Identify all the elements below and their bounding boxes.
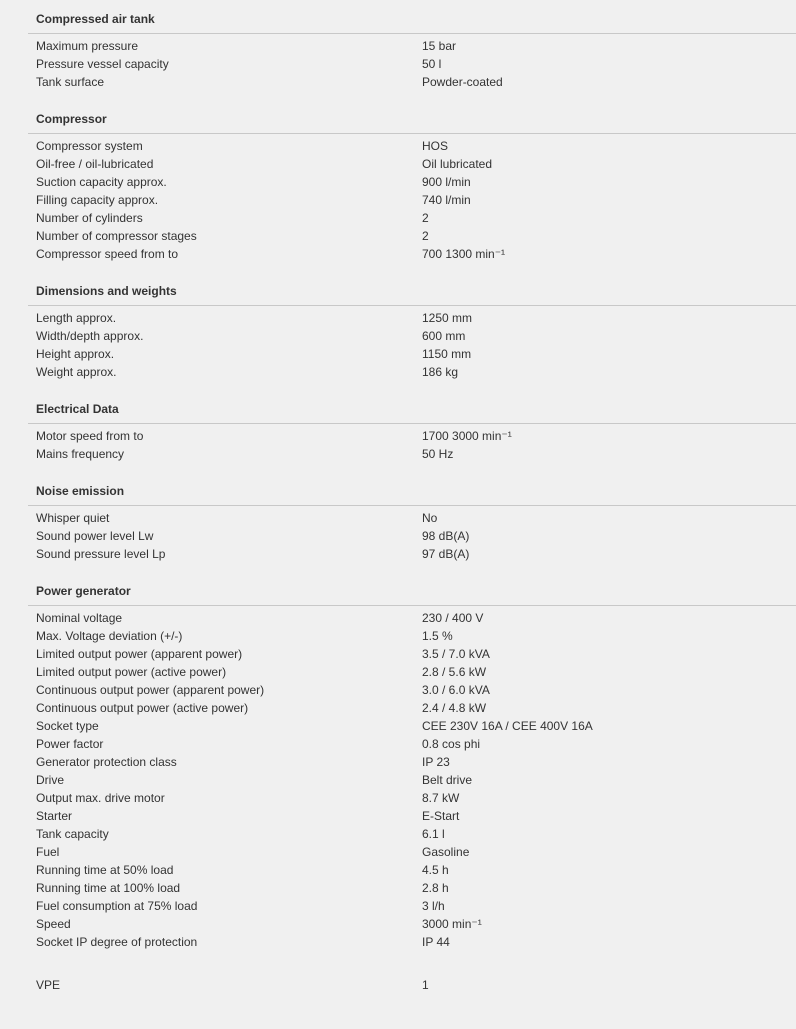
spec-row — [0, 509, 796, 527]
spec-label: Generator protection class — [36, 755, 177, 769]
spec-row — [0, 209, 796, 227]
spec-row — [0, 345, 796, 363]
spec-label: Continuous output power (active power) — [36, 701, 249, 715]
spec-value: 1.5 % — [422, 629, 453, 643]
spec-label: Speed — [36, 917, 71, 931]
spec-section — [0, 110, 796, 263]
spec-row — [0, 735, 796, 753]
spec-value: Oil lubricated — [422, 157, 493, 171]
spec-value: HOS — [422, 139, 449, 153]
spec-value: 97 dB(A) — [422, 547, 470, 561]
spec-label: Weight approx. — [36, 365, 117, 379]
spec-section — [0, 282, 796, 381]
spec-label: Sound pressure level Lp — [36, 547, 166, 561]
spec-row — [0, 699, 796, 717]
spec-label: Number of compressor stages — [36, 229, 197, 243]
spec-row — [0, 445, 796, 463]
spec-label: Mains frequency — [36, 447, 125, 461]
spec-value: 1250 mm — [422, 311, 473, 325]
spec-row — [0, 717, 796, 735]
spec-row — [0, 843, 796, 861]
vpe-value: 1 — [422, 978, 429, 992]
spec-value: Belt drive — [422, 773, 473, 787]
spec-section — [0, 400, 796, 463]
spec-row — [0, 897, 796, 915]
spec-label: Nominal voltage — [36, 611, 123, 625]
spec-row — [0, 753, 796, 771]
spec-row — [0, 137, 796, 155]
spec-value: 50 l — [422, 57, 442, 71]
spec-row — [0, 879, 796, 897]
spec-row — [0, 807, 796, 825]
spec-label: Max. Voltage deviation (+/-) — [36, 629, 183, 643]
spec-label: Whisper quiet — [36, 511, 110, 525]
spec-label: Number of cylinders — [36, 211, 143, 225]
spec-label: Oil-free / oil-lubricated — [36, 157, 154, 171]
spec-label: Limited output power (active power) — [36, 665, 227, 679]
spec-value: 15 bar — [422, 39, 457, 53]
spec-value: 186 kg — [422, 365, 459, 379]
spec-row — [0, 527, 796, 545]
spec-section — [0, 10, 796, 91]
spec-label: Starter — [36, 809, 73, 823]
spec-row — [0, 245, 796, 263]
spec-value: 2.4 / 4.8 kW — [422, 701, 487, 715]
spec-label: Running time at 100% load — [36, 881, 181, 895]
spec-value: 4.5 h — [422, 863, 449, 877]
spec-row — [0, 933, 796, 951]
spec-value: 2 — [422, 211, 429, 225]
spec-value: 900 l/min — [422, 175, 471, 189]
spec-label: Fuel consumption at 75% load — [36, 899, 198, 913]
spec-value: 1150 mm — [422, 347, 472, 361]
spec-row — [0, 789, 796, 807]
section-divider — [28, 305, 796, 306]
section-divider — [28, 423, 796, 424]
spec-label: Tank capacity — [36, 827, 109, 841]
spec-row — [0, 227, 796, 245]
spec-row — [0, 155, 796, 173]
spec-row — [0, 861, 796, 879]
spec-label: Tank surface — [36, 75, 105, 89]
spec-row — [0, 427, 796, 445]
section-title: Noise emission — [36, 484, 125, 498]
spec-row — [0, 363, 796, 381]
spec-label: Motor speed from to — [36, 429, 144, 443]
spec-row — [0, 627, 796, 645]
spec-value: 3000 min⁻¹ — [422, 917, 482, 931]
spec-value: 1700 3000 min⁻¹ — [422, 429, 512, 443]
spec-label: Socket type — [36, 719, 99, 733]
spec-row — [0, 609, 796, 627]
spec-value: 2.8 h — [422, 881, 449, 895]
spec-value: Gasoline — [422, 845, 470, 859]
spec-value: No — [422, 511, 438, 525]
spec-value: 230 / 400 V — [422, 611, 484, 625]
spec-row — [0, 191, 796, 209]
spec-row — [0, 825, 796, 843]
spec-value: E-Start — [422, 809, 460, 823]
spec-row — [0, 915, 796, 933]
section-title: Electrical Data — [36, 402, 119, 416]
spec-row — [0, 327, 796, 345]
spec-row — [0, 73, 796, 91]
spec-value: CEE 230V 16A / CEE 400V 16A — [422, 719, 593, 733]
spec-value: 6.1 l — [422, 827, 445, 841]
spec-row — [0, 663, 796, 681]
spec-row — [0, 545, 796, 563]
spec-label: Filling capacity approx. — [36, 193, 159, 207]
spec-label: Maximum pressure — [36, 39, 139, 53]
vpe-label: VPE — [36, 978, 61, 992]
spec-value: 50 Hz — [422, 447, 454, 461]
spec-label: Compressor speed from to — [36, 247, 179, 261]
spec-label: Length approx. — [36, 311, 117, 325]
vpe-row — [0, 976, 796, 994]
spec-label: Power factor — [36, 737, 104, 751]
spec-label: Limited output power (apparent power) — [36, 647, 243, 661]
section-title: Power generator — [36, 584, 131, 598]
spec-label: Socket IP degree of protection — [36, 935, 198, 949]
spec-label: Width/depth approx. — [36, 329, 144, 343]
spec-label: Output max. drive motor — [36, 791, 165, 805]
spec-value: 0.8 cos phi — [422, 737, 481, 751]
spec-row — [0, 681, 796, 699]
spec-value: 740 l/min — [422, 193, 471, 207]
section-title: Compressor — [36, 112, 107, 126]
spec-row — [0, 37, 796, 55]
spec-value: 700 1300 min⁻¹ — [422, 247, 506, 261]
spec-value: 2.8 / 5.6 kW — [422, 665, 487, 679]
spec-label: Fuel — [36, 845, 60, 859]
spec-value: 98 dB(A) — [422, 529, 470, 543]
spec-label: Continuous output power (apparent power) — [36, 683, 265, 697]
spec-label: Pressure vessel capacity — [36, 57, 169, 71]
section-divider — [28, 505, 796, 506]
section-title: Dimensions and weights — [36, 284, 177, 298]
section-divider — [28, 133, 796, 134]
spec-value: 600 mm — [422, 329, 466, 343]
spec-row — [0, 173, 796, 191]
spec-row — [0, 309, 796, 327]
spec-value: 3.0 / 6.0 kVA — [422, 683, 490, 697]
spec-value: IP 23 — [422, 755, 450, 769]
section-divider — [28, 33, 796, 34]
spec-value: 3 l/h — [422, 899, 445, 913]
spec-row — [0, 645, 796, 663]
spec-label: Sound power level Lw — [36, 529, 154, 543]
spec-section — [0, 482, 796, 563]
spec-value: IP 44 — [422, 935, 450, 949]
spec-value: 2 — [422, 229, 429, 243]
spec-label: Suction capacity approx. — [36, 175, 167, 189]
section-title: Compressed air tank — [36, 12, 155, 26]
spec-label: Drive — [36, 773, 65, 787]
spec-section — [0, 582, 796, 951]
section-divider — [28, 605, 796, 606]
spec-value: Powder-coated — [422, 75, 503, 89]
spec-value: 3.5 / 7.0 kVA — [422, 647, 490, 661]
spec-label: Compressor system — [36, 139, 143, 153]
spec-row — [0, 55, 796, 73]
spec-label: Height approx. — [36, 347, 115, 361]
spec-value: 8.7 kW — [422, 791, 460, 805]
spec-label: Running time at 50% load — [36, 863, 174, 877]
spec-row — [0, 771, 796, 789]
